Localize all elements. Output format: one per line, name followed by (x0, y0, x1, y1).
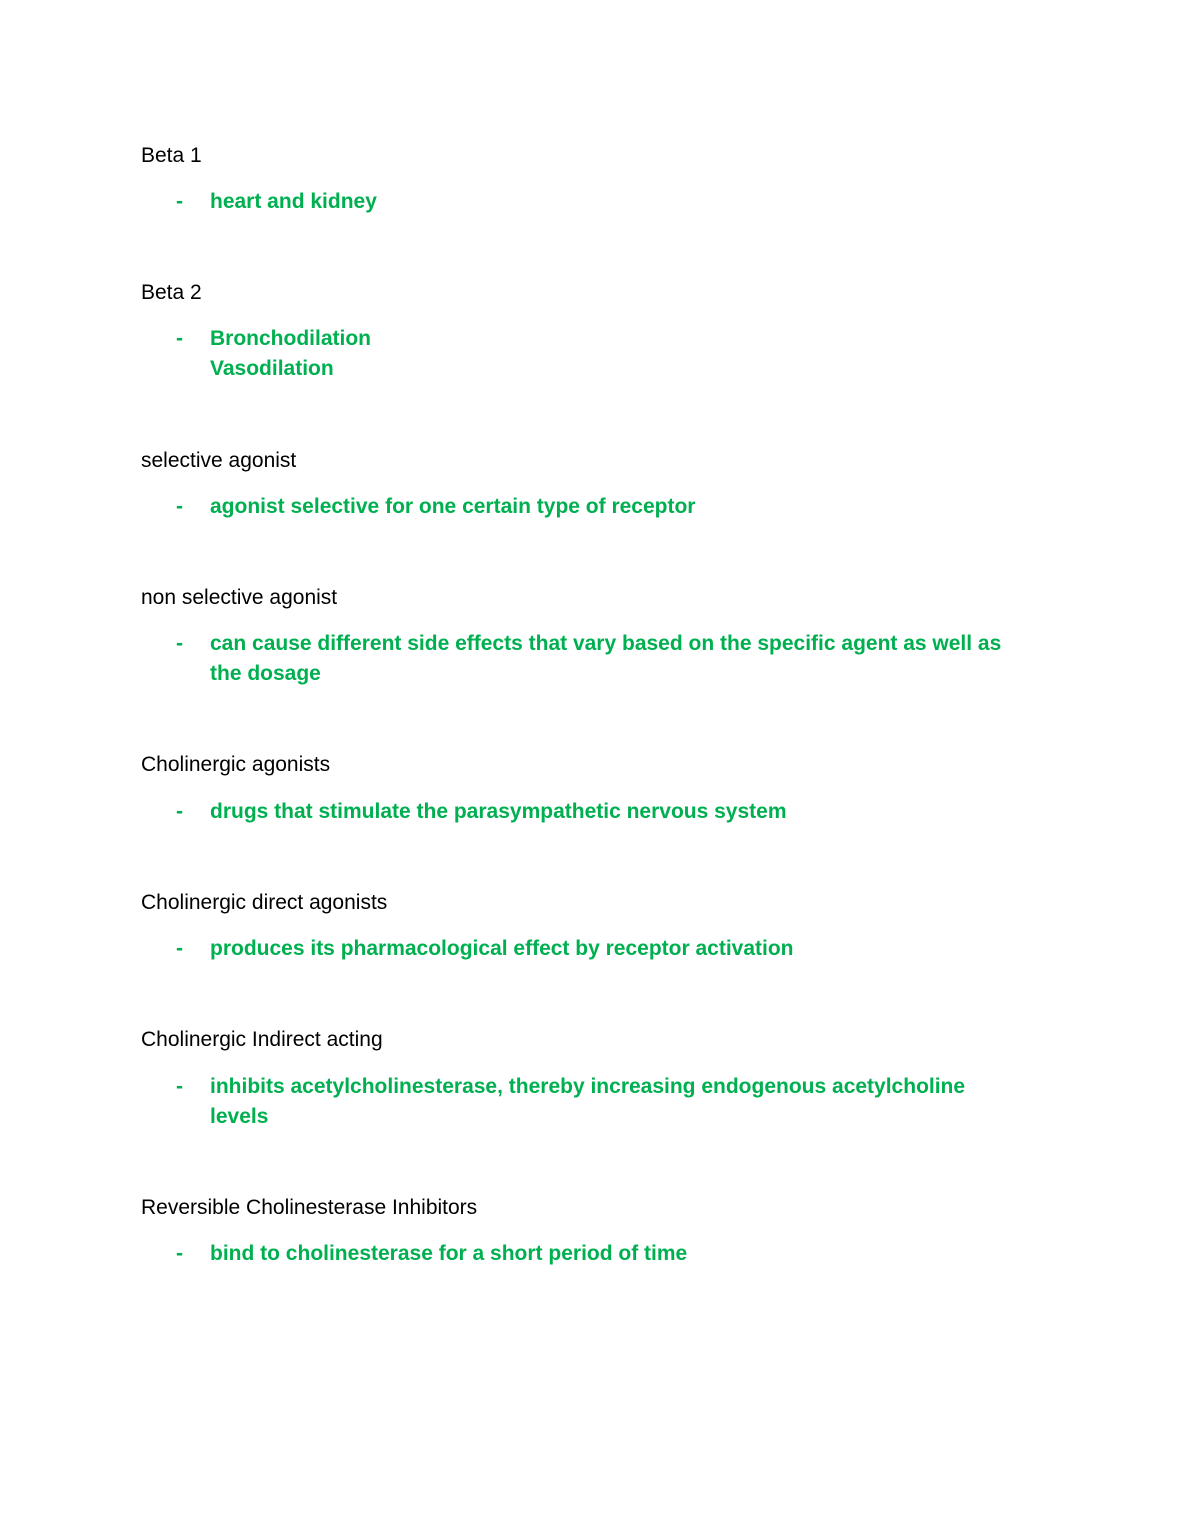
definition-item (176, 629, 1056, 689)
definition-text (210, 324, 1056, 384)
definition-line: produces its pharmacological effect by receptor activation (210, 937, 794, 960)
definition-line: drugs that stimulate the parasympathetic nervous system (210, 800, 787, 823)
definition-line: agonist selective for one certain type of receptor (210, 495, 696, 518)
definition-item (176, 324, 1056, 384)
definition-text (210, 629, 1056, 689)
term-heading: Cholinergic agonists (141, 753, 331, 776)
bullet-dash: - (176, 937, 183, 960)
term-heading: Reversible Cholinesterase Inhibitors (141, 1196, 478, 1219)
definition-text (210, 797, 1056, 827)
definition-line: Bronchodilation (210, 327, 371, 350)
term-heading: selective agonist (141, 449, 297, 472)
bullet-dash: - (176, 327, 183, 350)
definition-line: can cause different side effects that vary based on the specific agent as well as (210, 632, 1002, 655)
bullet-dash: - (176, 190, 183, 213)
definition-item (176, 1239, 1056, 1269)
definition-text (210, 1072, 1056, 1132)
definition-item (176, 187, 1056, 217)
term-heading: non selective agonist (141, 586, 338, 609)
bullet-dash: - (176, 1075, 183, 1098)
definition-item (176, 492, 1056, 522)
term-heading: Cholinergic Indirect acting (141, 1028, 383, 1051)
definition-item (176, 1072, 1056, 1132)
definition-text (210, 1239, 1056, 1269)
bullet-dash: - (176, 495, 183, 518)
definition-text (210, 187, 1056, 217)
term-heading: Cholinergic direct agonists (141, 891, 388, 914)
bullet-dash: - (176, 632, 183, 655)
bullet-dash: - (176, 1242, 183, 1265)
definition-item (176, 797, 1056, 827)
definition-line: heart and kidney (210, 190, 377, 213)
bullet-dash: - (176, 800, 183, 823)
definition-text (210, 492, 1056, 522)
term-heading: Beta 2 (141, 281, 202, 304)
definition-line: inhibits acetylcholinesterase, thereby increasing endogenous acetylcholine (210, 1075, 966, 1098)
term-heading: Beta 1 (141, 144, 202, 167)
definition-line: levels (210, 1105, 269, 1128)
definition-line: Vasodilation (210, 357, 334, 380)
definition-item (176, 934, 1056, 964)
definition-line: bind to cholinesterase for a short period of time (210, 1242, 688, 1265)
definition-text (210, 934, 1056, 964)
definition-line: the dosage (210, 662, 321, 685)
